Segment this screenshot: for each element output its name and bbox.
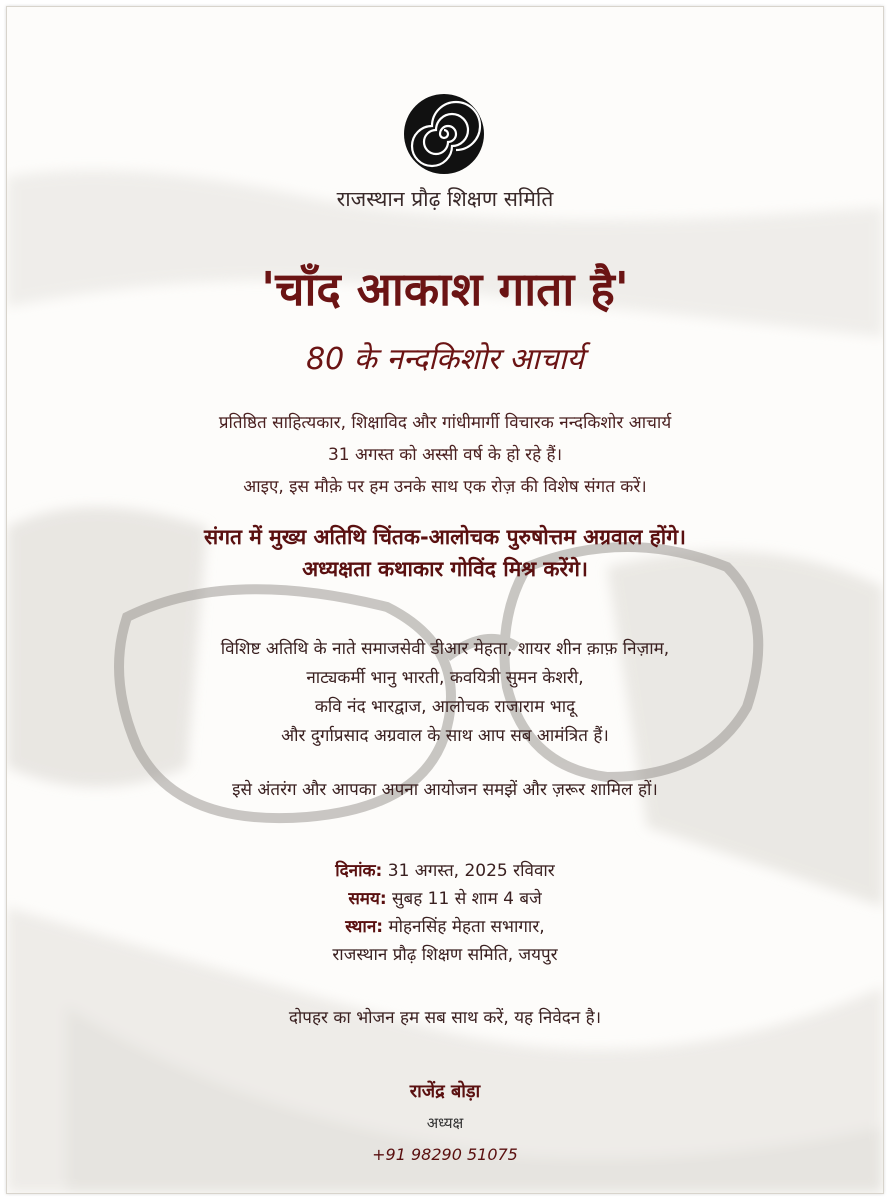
date-label: दिनांक: bbox=[335, 861, 383, 881]
event-subtitle: 80 के नन्दकिशोर आचार्य bbox=[306, 342, 584, 377]
special-guest-line: कवि नंद भारद्वाज, आलोचक राजाराम भादू bbox=[314, 697, 576, 717]
event-title: 'चाँद आकाश गाता है' bbox=[261, 262, 629, 316]
time-row bbox=[7, 885, 883, 913]
special-guest-line: नाट्यकर्मी भानु भारती, कवयित्री सुमन केशरी, bbox=[306, 668, 584, 688]
invitation-card bbox=[6, 6, 884, 1194]
chief-guest-line: अध्यक्षता कथाकार गोविंद मिश्र करेंगे। bbox=[302, 557, 588, 581]
inner-note: इसे अंतरंग और आपका अपना आयोजन समझें और ज़रूर शामिल हों। bbox=[232, 780, 658, 800]
signatory-name: राजेंद्र बोड़ा bbox=[409, 1081, 481, 1102]
intro-line: आइए, इस मौक़े पर हम उनके साथ एक रोज़ की विशेष संगत करें। bbox=[243, 477, 647, 497]
intro-line: प्रतिष्ठित साहित्यकार, शिक्षाविद और गांधीमार्गी विचारक नन्दकिशोर आचार्य bbox=[218, 413, 672, 433]
chief-guest-line: संगत में मुख्य अतिथि चिंतक-आलोचक पुरुषोत्तम अग्रवाल होंगे। bbox=[204, 525, 686, 549]
special-guest-line: विशिष्ट अतिथि के नाते समाजसेवी डीआर मेहता, शायर शीन क़ाफ़ निज़ाम, bbox=[220, 639, 670, 659]
special-guest-line: और दुर्गाप्रसाद अग्रवाल के साथ आप सब आमंत्रित हैं। bbox=[281, 726, 609, 746]
venue-value: मोहनसिंह मेहता सभागार, bbox=[383, 917, 545, 937]
invitation-content bbox=[7, 7, 883, 1193]
venue-label: स्थान: bbox=[345, 917, 384, 937]
lunch-note: दोपहर का भोजन हम सब साथ करें, यह निवेदन है। bbox=[288, 1008, 602, 1028]
organization-name: राजस्थान प्रौढ़ शिक्षण समिति bbox=[336, 187, 554, 211]
venue-line-2: राजस्थान प्रौढ़ शिक्षण समिति, जयपुर bbox=[332, 945, 558, 965]
time-label: समय: bbox=[348, 889, 387, 909]
spiral-logo-icon bbox=[403, 93, 485, 175]
event-details bbox=[7, 857, 883, 969]
venue-row bbox=[7, 913, 883, 941]
signatory-phone: +91 98290 51075 bbox=[372, 1145, 518, 1164]
special-guests-paragraph bbox=[7, 635, 883, 751]
date-value: 31 अगस्त, 2025 रविवार bbox=[382, 861, 555, 881]
intro-paragraph bbox=[7, 407, 883, 503]
intro-line: 31 अगस्त को अस्सी वर्ष के हो रहे हैं। bbox=[327, 445, 563, 465]
chief-guests-paragraph bbox=[7, 521, 883, 585]
signatory-role: अध्यक्ष bbox=[426, 1114, 464, 1132]
time-value: सुबह 11 से शाम 4 बजे bbox=[386, 889, 542, 909]
date-row bbox=[7, 857, 883, 885]
